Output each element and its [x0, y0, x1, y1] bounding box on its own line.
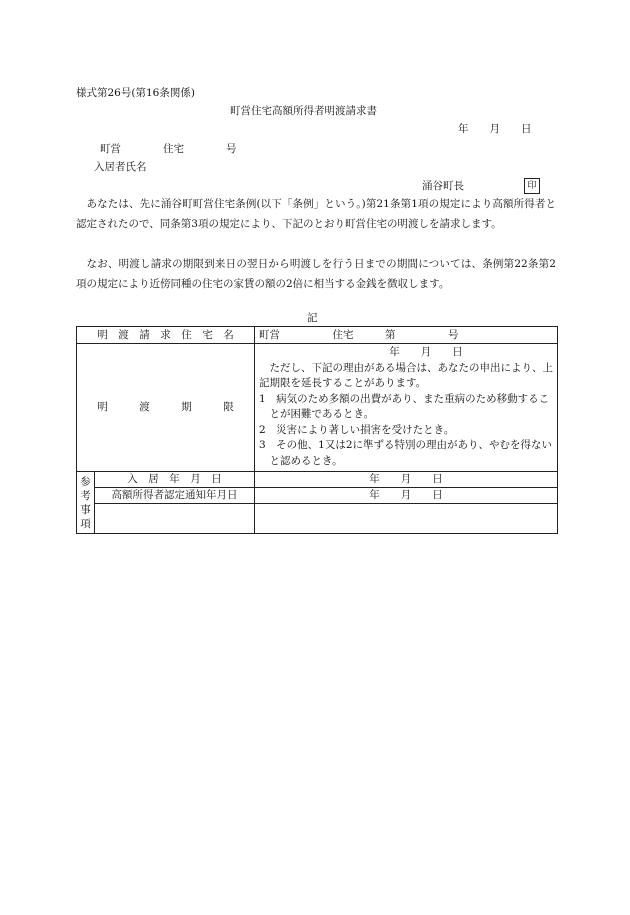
form-number: 様式第26号(第16条関係) — [76, 87, 195, 99]
document-title: 町営住宅高額所得者明渡請求書 — [230, 105, 377, 117]
blank-cell — [95, 504, 255, 534]
table-row — [77, 504, 558, 534]
notice-date-label: 高額所得者認定通知年月日 — [95, 488, 255, 504]
table-row — [77, 344, 558, 472]
housing-name-label: 明 渡 請 求 住 宅 名 — [77, 327, 255, 344]
ki-heading: 記 — [307, 312, 318, 324]
deadline-date: 年 月 日 — [389, 346, 463, 358]
seal-stamp: 印 — [524, 178, 540, 194]
table-row — [77, 488, 558, 504]
deadline-note: ただし、下記の理由がある場合は、あなたの申出により、上記期限を延長することがあります。 — [259, 361, 553, 389]
deadline-label: 明 渡 期 限 — [77, 344, 255, 472]
reference-label-char: 参 — [80, 475, 91, 488]
reference-label-char: 項 — [80, 517, 91, 530]
reference-label-char: 考 — [80, 489, 91, 502]
request-table — [76, 326, 558, 534]
date-line: 年 月 日 — [458, 123, 532, 135]
reference-label — [77, 472, 95, 534]
notice-date-value: 年 月 日 — [255, 488, 558, 504]
issuer-name: 涌谷町長 — [422, 180, 464, 192]
move-in-date-label: 入 居 年 月 日 — [95, 472, 255, 488]
table-row — [77, 472, 558, 488]
reason-item-1: 1 病気のため多額の出費があり、また重病のため移動することが困難であるとき。 — [259, 392, 550, 420]
addressee-resident: 入居者氏名 — [94, 161, 147, 173]
addressee-housing: 町営 住宅 号 — [100, 143, 237, 155]
table-row — [77, 327, 558, 344]
deadline-cell — [255, 344, 558, 472]
body-paragraph-2: なお、明渡し請求の期限到来日の翌日から明渡しを行う日までの期間については、条例第22条第2項の規定により近傍同種の住宅の家賃の額の2倍に相当する金銭を徴収します。 — [76, 258, 556, 290]
body-paragraph-1: あなたは、先に涌谷町町営住宅条例(以下「条例」という。)第21条第1項の規定により高額所得者と認定されたので、同条第3項の規定により、下記のとおり町営住宅の明渡しを請求します。 — [76, 198, 556, 230]
reference-label-char: 事 — [80, 503, 91, 516]
reason-item-3: 3 その他、1又は2に準ずる特別の理由があり、やむを得ないと認めるとき。 — [259, 439, 553, 467]
housing-name-value: 町営 住宅 第 号 — [255, 327, 558, 344]
move-in-date-value: 年 月 日 — [255, 472, 558, 488]
blank-cell — [255, 504, 558, 534]
reason-item-2: 2 災害により著しい損害を受けたとき。 — [259, 423, 455, 436]
